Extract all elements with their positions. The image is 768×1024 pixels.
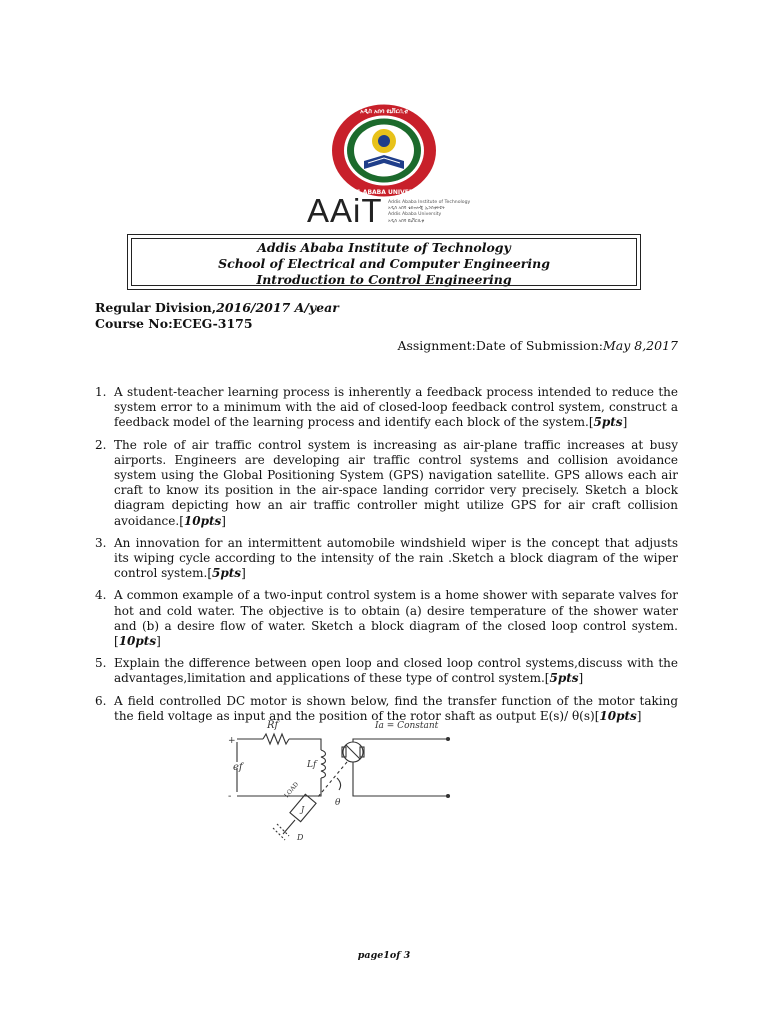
label-ef: ef — [233, 762, 243, 773]
question-item: 3. An innovation for an intermittent automobile windshield wiper is the concept that adjusts its wiping cycle according to the intensity of the rain .Sketch a block diagram of the wiper control system.[5pts] — [95, 535, 678, 581]
armature-wire-top — [353, 739, 447, 742]
course-number: Course No:ECEG-3175 — [95, 316, 253, 331]
aait-subtitle-lines — [388, 200, 471, 225]
aait-line: አዲስ አበባ ቴክኖሎጂ ኢንስቲትዩት — [388, 206, 445, 212]
submission-date: May 8,2017 — [602, 338, 678, 353]
question-points: 5pts — [212, 566, 242, 581]
header-box — [127, 234, 641, 290]
question-points: 10pts — [599, 708, 637, 723]
terminal — [447, 738, 450, 741]
label-rf: Rf — [267, 720, 279, 731]
header-school: School of Electrical and Computer Engineering — [218, 256, 550, 271]
aait-wordmark: AAiT — [307, 192, 383, 229]
header-institute: Addis Ababa Institute of Technology — [257, 240, 511, 255]
label-plus: + — [228, 736, 236, 746]
question-number: 2. — [95, 437, 107, 452]
label-lf: Lf — [307, 760, 317, 770]
damper-shaft — [283, 820, 295, 834]
svg-text:ADDIS ABABA UNIVERSITY: ADDIS ABABA UNIVERSITY — [339, 189, 429, 196]
dc-motor-circuit-diagram — [225, 712, 465, 842]
question-number: 1. — [95, 385, 107, 399]
label-j: J — [301, 805, 305, 814]
aait-line: Addis Ababa Institute of Technology — [388, 200, 471, 205]
aait-line: አዲስ አበባ ዩኒቨርሲቲ — [388, 218, 425, 224]
terminal — [447, 795, 450, 798]
label-ia-constant: Ia = Constant — [375, 721, 439, 731]
question-list — [95, 385, 678, 731]
question-text: Explain the difference between open loop and closed loop control systems,discuss with the advantages,limitation and applications of these type of control system. — [114, 656, 678, 686]
motor-brush — [346, 745, 360, 759]
submission-line — [397, 338, 678, 353]
question-number: 4. — [95, 588, 107, 603]
armature-wire-bottom — [353, 762, 447, 796]
question-item: 6. A field controlled DC motor is shown below, find the transfer function of the motor taking the field voltage as input and the position of the rotor shaft as output E(s)/ θ(s)[10pts] — [95, 693, 678, 723]
question-text: An innovation for an intermittent automobile windshield wiper is the concept that adjusts its wiping cycle according to the intensity of the rain .Sketch a block diagram of the wiper control system. — [114, 535, 678, 581]
wire — [237, 778, 321, 796]
label-minus: - — [228, 791, 232, 802]
question-number: 3. — [95, 535, 107, 550]
question-text: A common example of a two-input control system is a home shower with separate valves for hot and cold water. The objective is to obtain (a) desire temperature of the shower water and (b) a desire flow of water. Sketch a block diagram of the closed loop control system. — [114, 588, 678, 633]
question-points: 10pts — [183, 513, 222, 528]
division-label: Regular Division, — [95, 300, 217, 315]
question-points: 5pts — [593, 415, 623, 430]
aait-line: Addis Ababa University — [388, 212, 442, 218]
question-item: 4. A common example of a two-input control system is a home shower with separate valves for hot and cold water. The objective is to obtain (a) desire temperature of the shower water and (b) a desire flow of water. Sketch a block diagram of the closed loop control system.[10pts] — [95, 588, 678, 649]
question-text: A student-teacher learning process is inherently a feedback process intended to reduce the system error to a minimum with the aid of closed-loop feedback control system, construct a feedback model of the learning process and identify each block of the system. — [114, 385, 678, 430]
inductor-lf — [321, 750, 326, 778]
header-course: Introduction to Control Engineering — [256, 272, 512, 287]
question-number: 5. — [95, 656, 107, 671]
label-theta: θ — [335, 798, 341, 808]
question-number: 6. — [95, 693, 107, 708]
theta-arrow — [337, 778, 341, 790]
label-d: D — [297, 833, 304, 842]
svg-text:አዲስ አበባ ዩኒቨርሲቲ: አዲስ አበባ ዩኒቨርሲቲ — [360, 108, 408, 115]
division-year: 2016/2017 A/year — [216, 300, 339, 315]
resistor-rf — [263, 734, 289, 744]
question-item: 2. The role of air traffic control system is increasing as air-plane traffic increases at busy airports. Engineers are developing air traffic control systems and collision avoidance system using the Global Positioning System (GPS) navigation satellite. GPS allows each air craft to know its position in the air-space landing corridor very precisely. Sketch a block diagram depicting how an air traffic controller might utilize GPS for air craft collision avoidance.[10pts] — [95, 437, 678, 528]
question-item: 1. A student-teacher learning process is inherently a feedback process intended to reduce the system error to a minimum with the aid of closed-loop feedback control system, construct a feedback model of the learning process and identify each block of the system.[5pts] — [95, 385, 678, 430]
question-text: A field controlled DC motor is shown below, find the transfer function of the motor taking the field voltage as input and the position of the rotor shaft as output E(s)/ θ(s) — [114, 693, 678, 723]
university-seal-logo — [330, 103, 438, 198]
wire — [289, 739, 321, 750]
page-number: page1of 3 — [357, 950, 411, 961]
question-points: 5pts — [549, 671, 579, 686]
label-load: LOAD — [283, 780, 301, 800]
submission-label: Assignment:Date of Submission: — [397, 338, 603, 353]
question-text: The role of air traffic control system is increasing as air-plane traffic increases at busy airports. Engineers are developing air traffic control systems and collision avoidance system using the Global Positioning System (GPS) navigation satellite. GPS allows each air craft to know its position in the air-space landing corridor very precisely. Sketch a block diagram depicting how an air traffic controller might utilize GPS for air craft collision avoidance. — [114, 437, 678, 528]
question-points: 10pts — [118, 634, 157, 649]
damper — [273, 824, 289, 840]
division-line — [95, 300, 339, 315]
question-item: 5. Explain the difference between open loop and closed loop control systems,discuss with the advantages,limitation and applications of these type of control system.[5pts] — [95, 656, 678, 686]
